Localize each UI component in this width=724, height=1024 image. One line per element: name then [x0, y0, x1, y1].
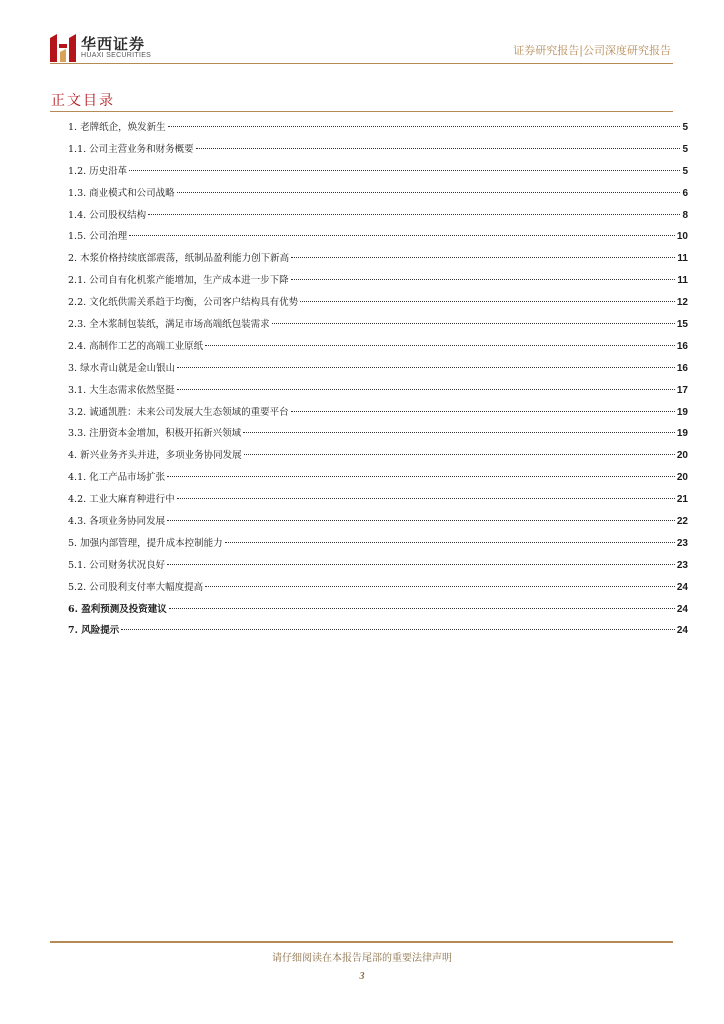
- toc-entry-label: 2.4. 高制作工艺的高端工业原纸: [68, 340, 204, 352]
- toc-entry-page: 15: [676, 319, 688, 331]
- toc-entry-page: 11: [677, 275, 688, 287]
- toc-entry-page: 24: [676, 603, 688, 615]
- toc-entry-page: 23: [676, 537, 688, 549]
- toc-entry-page: 16: [676, 340, 688, 352]
- toc-entry-label: 5.1. 公司财务状况良好: [68, 559, 166, 571]
- toc-dot-leader: [291, 411, 675, 412]
- toc-dot-leader: [167, 564, 675, 565]
- toc-entry[interactable]: [68, 183, 688, 205]
- toc-entry-page: 23: [676, 559, 688, 571]
- toc-entry[interactable]: [68, 555, 688, 577]
- toc-entry[interactable]: [68, 489, 688, 511]
- toc-entry-page: 8: [682, 209, 688, 221]
- toc-entry[interactable]: [68, 620, 688, 642]
- toc-entry-label: 1.5. 公司治理: [68, 231, 128, 243]
- toc-entry-page: 10: [676, 231, 688, 243]
- toc-entry[interactable]: [68, 226, 688, 248]
- toc-dot-leader: [177, 367, 675, 368]
- toc-entry[interactable]: [68, 533, 688, 555]
- toc-entry-page: 5: [682, 143, 688, 155]
- toc-entry[interactable]: [68, 161, 688, 183]
- page-header: [50, 30, 673, 66]
- toc-dot-leader: [129, 170, 680, 171]
- toc-dot-leader: [300, 301, 675, 302]
- toc-entry[interactable]: [68, 577, 688, 599]
- brand-name-en: HUAXI SECURITIES: [81, 52, 152, 59]
- toc-dot-leader: [177, 498, 675, 499]
- toc-dot-leader: [167, 476, 675, 477]
- toc-entry[interactable]: [68, 445, 688, 467]
- toc-dot-leader: [272, 323, 675, 324]
- toc-entry-page: 16: [676, 362, 688, 374]
- toc-dot-leader: [244, 454, 675, 455]
- toc-entry-page: 5: [682, 165, 688, 177]
- toc-entry-label: 4.3. 各项业务协同发展: [68, 516, 166, 528]
- toc-entry[interactable]: [68, 292, 688, 314]
- toc-entry-page: 20: [676, 472, 688, 484]
- report-type: 证券研究报告|公司深度研究报告: [513, 44, 671, 57]
- toc-entry-page: 17: [676, 384, 688, 396]
- toc-entry-label: 7. 风险提示: [68, 625, 120, 637]
- toc-entry-label: 1.1. 公司主营业务和财务概要: [68, 143, 194, 155]
- huaxi-logo-icon: [50, 34, 76, 62]
- toc-entry-label: 2.1. 公司自有化机浆产能增加，生产成本进一步下降: [68, 275, 289, 287]
- legal-notice: 请仔细阅读在本报告尾部的重要法律声明: [272, 953, 452, 964]
- toc-entry[interactable]: [68, 423, 688, 445]
- toc-entry[interactable]: [68, 599, 688, 621]
- toc-entry-page: 19: [676, 428, 688, 440]
- toc-entry-label: 3. 绿水青山就是金山银山: [68, 362, 176, 374]
- toc-entry[interactable]: [68, 402, 688, 424]
- toc-entry[interactable]: [68, 467, 688, 489]
- toc-dot-leader: [177, 389, 675, 390]
- toc-dot-leader: [168, 126, 681, 127]
- toc-entry[interactable]: [68, 117, 688, 139]
- toc-entry-page: 21: [676, 494, 688, 506]
- toc-entry-page: 22: [676, 516, 688, 528]
- toc-entry-label: 5. 加强内部管理，提升成本控制能力: [68, 537, 223, 549]
- page-number: 3: [359, 971, 365, 982]
- toc-entry-page: 19: [676, 406, 688, 418]
- toc-entry[interactable]: [68, 380, 688, 402]
- toc-entry-label: 1. 老牌纸企，焕发新生: [68, 122, 166, 133]
- toc-dot-leader: [243, 432, 675, 433]
- toc-entry-label: 6. 盈利预测及投资建议: [68, 603, 167, 615]
- toc-title: 正文目录: [51, 93, 115, 109]
- toc-entry-label: 5.2. 公司股利支付率大幅度提高: [68, 581, 204, 593]
- toc-entry[interactable]: [68, 270, 688, 292]
- toc-dot-leader: [148, 214, 680, 215]
- toc-entry-page: 12: [676, 297, 688, 309]
- toc-entry[interactable]: [68, 248, 688, 270]
- toc-dot-leader: [205, 586, 675, 587]
- toc-entry-page: 6: [682, 187, 688, 199]
- toc-entry-page: 11: [677, 253, 688, 265]
- toc-entry-label: 4.1. 化工产品市场扩张: [68, 472, 166, 484]
- toc-dot-leader: [291, 257, 675, 258]
- toc-dot-leader: [169, 608, 675, 609]
- footer-divider: [50, 941, 673, 943]
- toc-dot-leader: [177, 192, 681, 193]
- toc-dot-leader: [129, 235, 675, 236]
- toc-dot-leader: [225, 542, 675, 543]
- toc-entry-label: 1.2. 历史沿革: [68, 165, 128, 177]
- toc-entry-page: 24: [676, 625, 688, 637]
- toc-entry-label: 1.4. 公司股权结构: [68, 209, 147, 221]
- toc-dot-leader: [121, 629, 675, 630]
- toc-dot-leader: [205, 345, 675, 346]
- toc-entry[interactable]: [68, 336, 688, 358]
- toc-dot-leader: [196, 148, 681, 149]
- toc-entry-label: 4.2. 工业大麻育种进行中: [68, 494, 175, 506]
- toc-entry-label: 3.3. 注册资本金增加，积极开拓新兴领域: [68, 428, 242, 440]
- toc-entry[interactable]: [68, 139, 688, 161]
- toc-entry-label: 2. 木浆价格持续底部震荡，纸制品盈利能力创下新高: [68, 253, 290, 265]
- toc-entry-label: 1.3. 商业模式和公司战略: [68, 187, 175, 199]
- toc-entry-label: 2.2. 文化纸供需关系趋于均衡，公司客户结构具有优势: [68, 297, 299, 309]
- toc-dot-leader: [167, 520, 675, 521]
- toc-entry-label: 2.3. 全木浆制包装纸，满足市场高端纸包装需求: [68, 319, 270, 331]
- toc-title-divider: [50, 111, 673, 112]
- toc-entry[interactable]: [68, 511, 688, 533]
- toc-entry-page: 5: [682, 122, 688, 133]
- table-of-contents: [68, 117, 688, 642]
- toc-dot-leader: [291, 279, 676, 280]
- toc-entry-label: 3.1. 大生态需求依然坚挺: [68, 384, 175, 396]
- toc-entry[interactable]: [68, 205, 688, 227]
- toc-entry-page: 20: [676, 450, 688, 462]
- toc-entry-page: 24: [676, 581, 688, 593]
- toc-entry[interactable]: [68, 314, 688, 336]
- toc-entry-label: 3.2. 诚通凯胜：未来公司发展大生态领域的重要平台: [68, 406, 289, 418]
- header-divider: [50, 63, 673, 64]
- toc-entry-label: 4. 新兴业务齐头并进，多项业务协同发展: [68, 450, 242, 462]
- toc-entry[interactable]: [68, 358, 688, 380]
- brand-name-cn: 华西证券: [81, 35, 146, 53]
